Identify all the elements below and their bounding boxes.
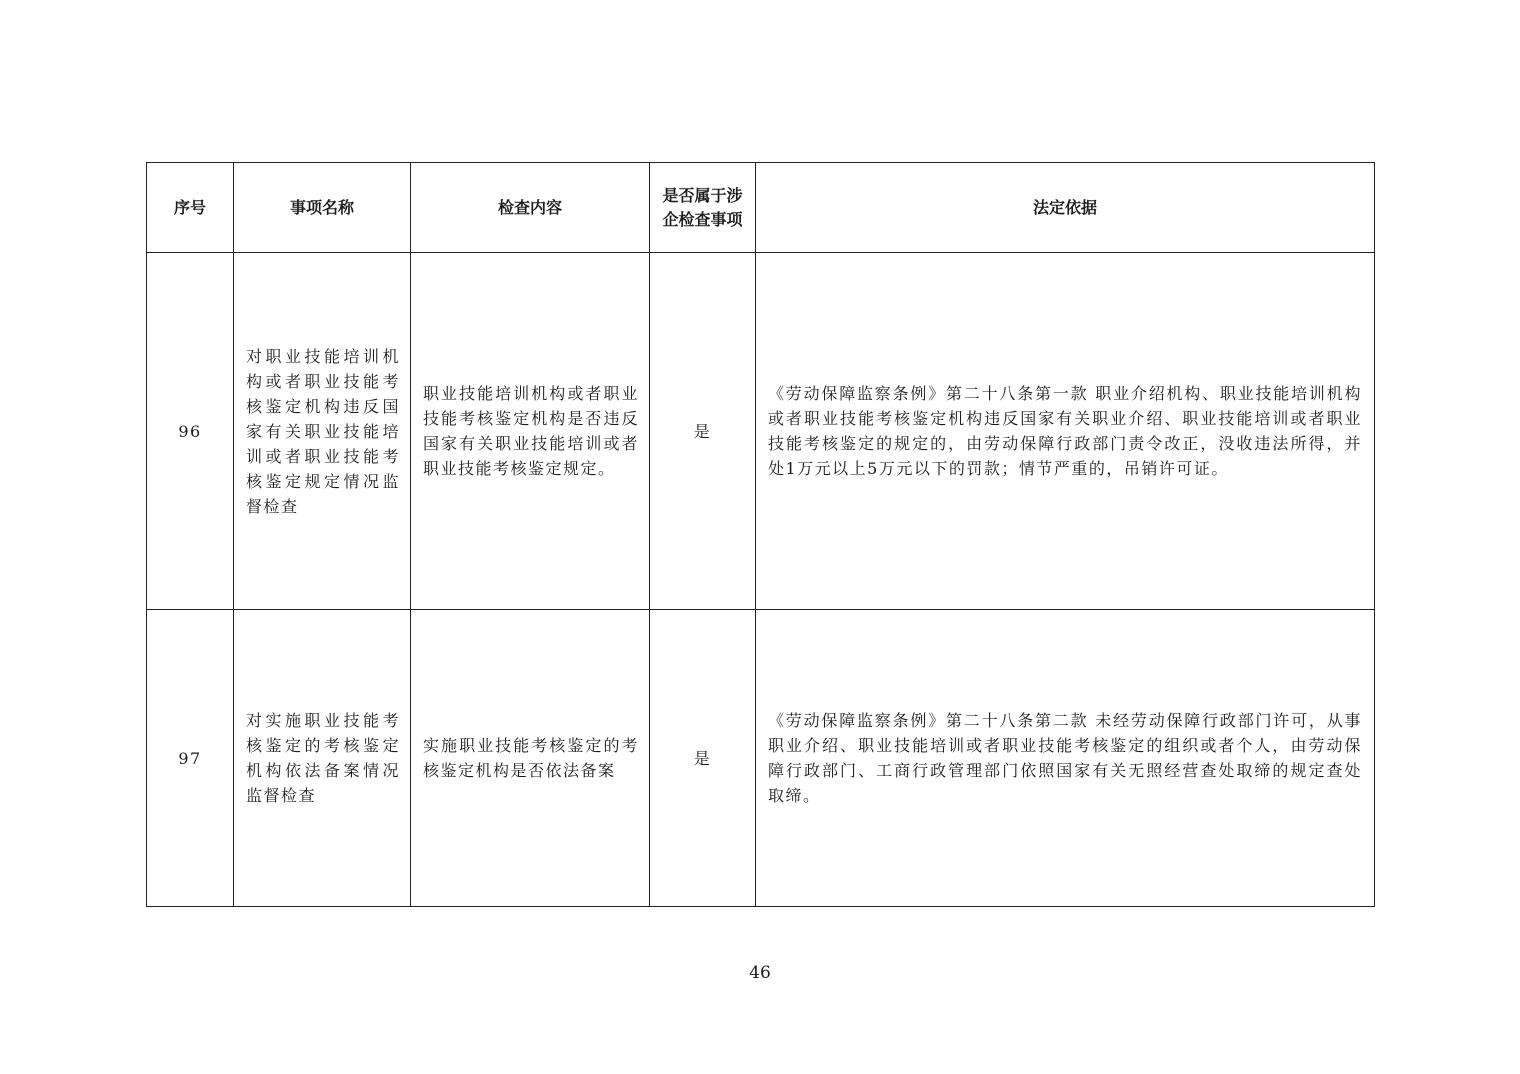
- row-is-enterprise: 是: [650, 610, 756, 907]
- inspection-items-table: [146, 162, 1375, 907]
- table-header-row: [147, 163, 1375, 253]
- row-legal-basis: 《劳动保障监察条例》第二十八条第二款 未经劳动保障行政部门许可，从事职业介绍、职业技能培训或者职业技能考核鉴定的组织或者个人，由劳动保障行政部门、工商行政管理部门依照国家有关无照经营查处取缔的规定查处取缔。: [756, 610, 1375, 907]
- row-inspection-content: 实施职业技能考核鉴定的考核鉴定机构是否依法备案: [411, 610, 650, 907]
- table-row: [147, 253, 1375, 610]
- table-row: [147, 610, 1375, 907]
- row-item-name: 对职业技能培训机构或者职业技能考核鉴定机构违反国家有关职业技能培训或者职业技能考核鉴定规定情况监督检查: [234, 253, 411, 610]
- header-is-enterprise: [650, 163, 756, 253]
- row-is-enterprise: 是: [650, 253, 756, 610]
- row-item-name: 对实施职业技能考核鉴定的考核鉴定机构依法备案情况监督检查: [234, 610, 411, 907]
- row-seq: 97: [147, 610, 234, 907]
- header-item-name: 事项名称: [234, 163, 411, 253]
- header-inspection-content: 检查内容: [411, 163, 650, 253]
- header-seq: 序号: [147, 163, 234, 253]
- row-inspection-content: 职业技能培训机构或者职业技能考核鉴定机构是否违反国家有关职业技能培训或者职业技能考核鉴定规定。: [411, 253, 650, 610]
- header-legal-basis: 法定依据: [756, 163, 1375, 253]
- row-seq: 96: [147, 253, 234, 610]
- page-number: 46: [749, 963, 771, 983]
- header-is-enterprise-label: 是否属于涉企检查事项: [662, 185, 743, 229]
- row-legal-basis: 《劳动保障监察条例》第二十八条第一款 职业介绍机构、职业技能培训机构或者职业技能考核鉴定机构违反国家有关职业介绍、职业技能培训或者职业技能考核鉴定的规定的，由劳动保障行政部门责令改正，没收违法所得，并处1万元以上5万元以下的罚款；情节严重的，吊销许可证。: [756, 253, 1375, 610]
